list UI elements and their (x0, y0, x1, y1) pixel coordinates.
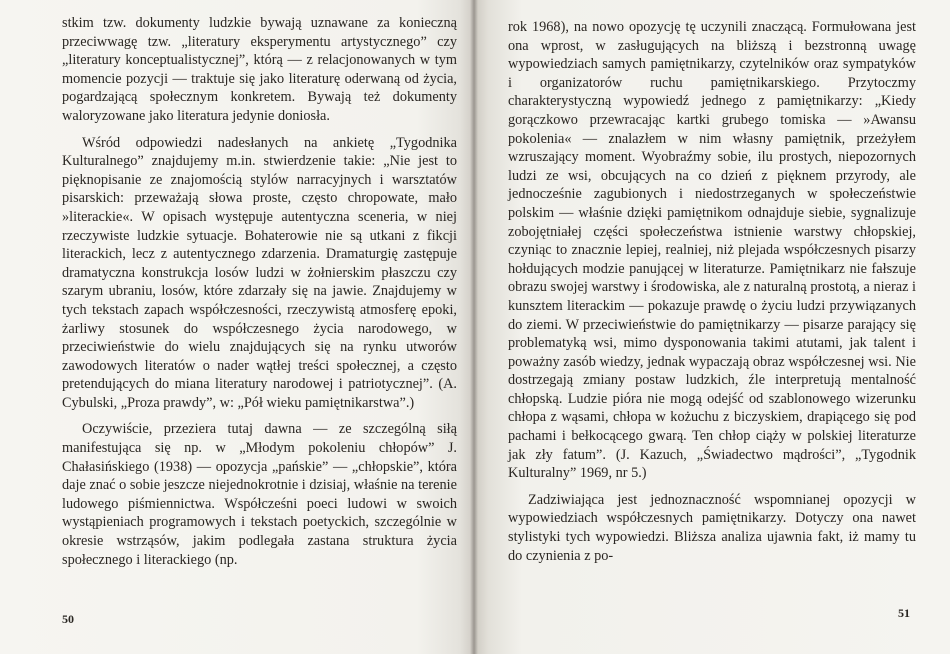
page-number: 51 (898, 606, 910, 620)
paragraph: Oczywiście, przeziera tutaj dawna — ze szczególną siłą manifestująca się np. w „Młodym pokoleniu chłopów” J. Chałasińskiego (1938) — opozycja „pańskie” — „chłopskie”, która daje znać o sobie jeszcze niejednokrotnie i dzisiaj, właśnie na terenie ludowego piśmiennictwa. Współcześni poeci ludowi w swoich wystąpieniach programowych i tekstach poetyckich, szczególnie w okresie wstrząsów, jakim podlegała zastana struktura życia społecznego i literackiego (np. (62, 421, 457, 568)
page-number: 50 (62, 612, 74, 626)
left-page-text (62, 14, 457, 569)
paragraph: stkim tzw. dokumenty ludzkie bywają uznawane za konieczną przeciwwagę tzw. „literatury eksperymentu artystycznego” czy „literatury konceptualistycznej”, którą — z relacjonowanych w tym momencie pozycji — traktuje się jako literaturę oderwaną od życia, pogardzającą społecznym konkretem. Bywają też dokumenty waloryzowane jako literatura jedynie doniosła. (62, 15, 457, 124)
book-gutter (470, 0, 478, 654)
right-page (474, 0, 950, 654)
left-page (0, 0, 474, 654)
paragraph: Zadziwiająca jest jednoznaczność wspomnianej opozycji w wypowiedziach współczesnych pamiętnikarzy. Dotyczy ona nawet stylistyki tych wypowiedzi. Bliższa analiza ujawnia fakt, iż mamy tu do czynienia z po- (508, 491, 916, 564)
paragraph: rok 1968), na nowo opozycję tę uczynili znaczącą. Formułowana jest ona wprost, w zasługujących na bliższą i bezstronną uwagę wypowiedziach samych pamiętnikarzy, czytelników oraz sympatyków i organizatorów ruchu pamiętnikarskiego. Przytoczmy charakterystyczną wypowiedź jednego z pamiętnikarzy: „Kiedy gorączkowo przewracając kartki grubego tomiska — »Awansu pokolenia« — znalazłem w nim własny pamiętnik, przeżyłem wzruszający moment. Wyobraźmy sobie, ilu prostych, niepozornych ludzi ze wsi, obcujących na co dzień z pięknem przyrody, ale jednocześnie zagubionych i niedostrzeganych w społeczeństwie polskim — właśnie dzięki pamiętnikom odnajduje siebie, sygnalizuje zobojętniałej części społeczeństwa istnienie warstwy chłopskiej, czyniąc to znacznie lepiej, realniej, niż plejada współczesnych pisarzy hołdujących modzie panującej w literaturze. Pamiętnikarz nie fałszuje obrazu swojej warstwy i środowiska, ale z naturalną prostotą, a nieraz i kunsztem literackim — pokazuje prawdę o życiu ludzi przywiązanych do ziemi. W przeciwieństwie do pamiętnikarzy — pisarze parający się problematyką wsi, mimo dysponowania takimi atutami, jak talent i poważny zasób wiedzy, jednak wypaczają obraz współczesnej wsi. Nie dostrzegają zmiany postaw ludzkich, źle interpretują mentalność chłopską. Ludzie pióra nie mogą odejść od szablonowego wizerunku chłopa z wąsami, chłopa w kożuchu z biczyskiem, drapiącego się pod pachami i bełkocącego gwarą. Ten chłop ciąży w polskiej literaturze jak zły fatum”. (J. Kazuch, „Świadectwo mądrości”, „Tygodnik Kulturalny” 1969, nr 5.) (508, 19, 916, 482)
paragraph: Wśród odpowiedzi nadesłanych na ankietę „Tygodnika Kulturalnego” znajdujemy m.in. stwierdzenie takie: „Nie jest to pięknopisanie ze znajomością stylów narracyjnych i warsztatów pisarskich: przeważają słowa proste, często chropowate, mało »literackie«. W opisach występuje autentyczna sceneria, w niej rzeczywiste ludzkie sytuacje. Bohaterowie nie są utkani z fikcji literackich, lecz z autentycznego zdarzenia. Dramaturgię zastępuje dramatyczna konstrukcja losów ludzi w żołnierskim płaszczu czy szarym ubraniu, losów, które zdarzały się na jawie. Znajdujemy w tych tekstach zapach współczesności, rzeczywistą atmosferę epoki, żarliwy stosunek do współczesnego życia narodowego, w przeciwieństwie do wielu znajdujących się na rynku utworów zawodowych literatów o nader wątłej treści społecznej, a często pretendujących do miana literatury narodowej i patriotycznej”. (A. Cybulski, „Proza prawdy”, w: „Pół wieku pamiętnikarstwa”.) (62, 134, 457, 411)
right-page-text (508, 18, 916, 565)
